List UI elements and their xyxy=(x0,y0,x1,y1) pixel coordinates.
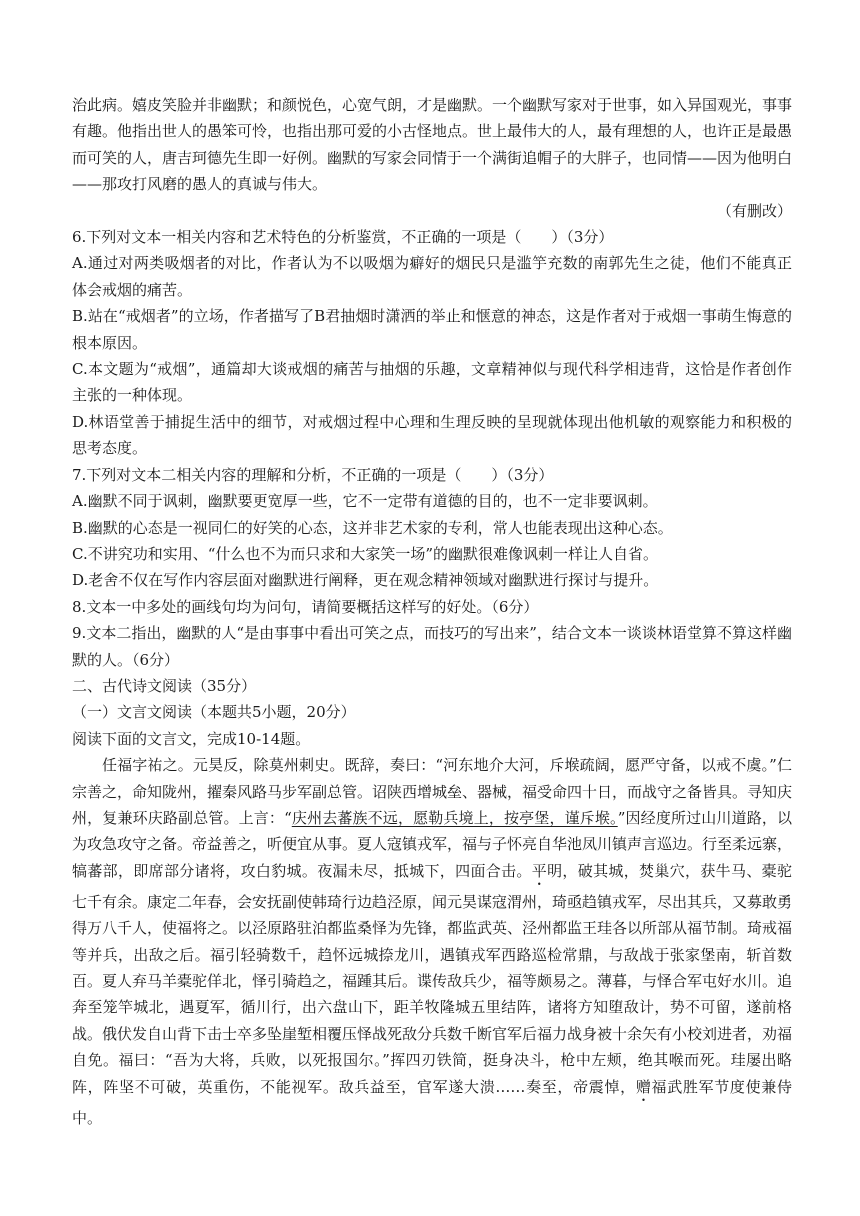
question-9-stem: 9.文本二指出，幽默的人“是由事事中看出可笑之点，而技巧的写出来”，结合文本一谈谈林语堂算不算这样幽默的人。（6分） xyxy=(72,624,792,669)
question-6-option-a: A.通过对两类吸烟者的对比，作者认为不以吸烟为癖好的烟民只是滥竽充数的南郭先生之徒，他们不能真正体会戒烟的痛苦。 xyxy=(72,254,792,299)
question-6-option-c: C.本文题为“戒烟”，通篇却大谈戒烟的痛苦与抽烟的乐趣，文章精神似与现代科学相违背，这恰是作者创作主张的一种体现。 xyxy=(72,360,792,405)
source-note: （有删改） xyxy=(716,201,792,220)
question-7-option-b: B.幽默的心态是一视同仁的好笑的心态，这并非艺术家的专利，常人也能表现出这种心态。 xyxy=(72,518,673,537)
question-6-stem: 6.下列对文本一相关内容和艺术特色的分析鉴赏，不正确的一项是（ ）（3分） xyxy=(72,228,614,247)
passage-part-3: 明，破其城，焚巢穴，获牛马、橐驼七千有余。康定二年春，会安抚副使韩琦行边趋泾原，闻元昊谋寇渭州，琦亟趋镇戎军，尽出其兵，又募敢勇得万八千人，使福将之。以泾原路驻泊都监桑怿为先锋，都监武英、泾州都监王珪各以所部从福节制。琦戒福等并兵，出敌之后。福引轻骑数千，趋怀远城捺龙川，遇镇戎军西路巡检常鼎，与敌战于张家堡南，斩首数百。夏人弃马羊橐驼佯北，怿引骑趋之，福踵其后。谍传敌兵少，福等颇易之。薄暮，与怿合军屯好水川。追奔至笼竿城北，遇夏军，循川行，出六盘山下，距羊牧隆城五里结阵，诸将方知堕敌计，势不可留，遂前格战。俄伏发自山背下击士卒多坠崖堑相覆压怿战死敌分兵数千断官军后福力战身被十余矢有小校刘进者，劝福自免。福曰：“吾为大将，兵败，以死报国尔。”挥四刃铁简，挺身决斗，枪中左颊，绝其喉而死。珪屡出略阵，阵坚不可破，英重伤，不能视军。敌兵益至，官军遂大溃……奏至，帝震悼， xyxy=(72,861,793,1096)
question-6-option-b: B.站在“戒烟者”的立场，作者描写了B君抽烟时潇洒的举止和惬意的神态，这是作者对于戒烟一事萌生悔意的根本原因。 xyxy=(72,307,792,352)
passage-part-2: ”因经度所过山川道路，以为攻急攻守之备。帝益善之，听便宜从事。夏人寇镇戎军，福与子怀亮自华池凤川镇声言巡边。行至柔远寨，犒蕃部，即席部分诸将，攻白豹城。夜漏未尽，抵城下，四面合击。 xyxy=(72,808,793,880)
subsection-heading: （一）文言文阅读（本题共5小题，20分） xyxy=(72,703,356,722)
document-body xyxy=(72,92,792,1131)
dotted-character-ping: 平 xyxy=(531,861,548,880)
passage-part-1: 任福字祐之。元昊反，除莫州刺史。既辞，奏曰：“河东地介大河，斥堠疏阔，愿严守备，以戒不虞。”仁宗善之，命知陇州，擢秦风路马步军副总管。诏陕西增城垒、器械，福受命四十日，而战守之备皆具。寻知庆州，复兼环庆路副总管。上言：“ xyxy=(72,756,793,827)
question-6-option-d: D.林语堂善于捕捉生活中的细节，对戒烟过程中心理和生理反映的呈现就体现出他机敏的观察能力和积极的思考态度。 xyxy=(72,412,792,458)
text2-final-paragraph: 治此病。嬉皮笑脸并非幽默；和颜悦色，心宽气朗，才是幽默。一个幽默写家对于世事，如入异国观光，事事有趣。他指出世人的愚笨可怜，也指出那可爱的小古怪地点。世上最伟大的人，最有理想的人，也许正是最愚而可笑的人，唐吉珂德先生即一好例。幽默的写家会同情于一个满街追帽子的大胖子，也同情——因为他明白——那攻打风磨的愚人的真诚与伟大。 xyxy=(72,96,793,194)
question-7-option-c: C.不讲究功和实用、“什么也不为而只求和大家笑一场”的幽默很难像讽刺一样让人自省。 xyxy=(72,544,659,563)
passage-part-4: 福武胜军节度使兼侍中。 xyxy=(72,1077,792,1127)
classical-passage xyxy=(72,752,792,1131)
question-7-option-a: A.幽默不同于讽刺，幽默要更宽厚一些，它不一定带有道德的目的，也不一定非要讽刺。 xyxy=(72,492,658,511)
question-8-stem: 8.文本一中多处的画线句均为问句，请简要概括这样写的好处。（6分） xyxy=(72,597,539,616)
section-heading: 二、古代诗文阅读（35分） xyxy=(72,676,257,695)
reading-instruction: 阅读下面的文言文，完成10-14题。 xyxy=(72,729,311,748)
underlined-sentence: 庆州去蕃族不远，愿勒兵境上，按亭堡，谨斥堠。 xyxy=(291,808,618,827)
question-7-stem: 7.下列对文本二相关内容的理解和分析，不正确的一项是（ ）（3分） xyxy=(72,465,554,484)
question-7-option-d: D.老舍不仅在写作内容层面对幽默进行阐释，更在观念精神领域对幽默进行探讨与提升。 xyxy=(72,571,659,590)
dotted-character-zeng: 赠 xyxy=(635,1077,652,1096)
